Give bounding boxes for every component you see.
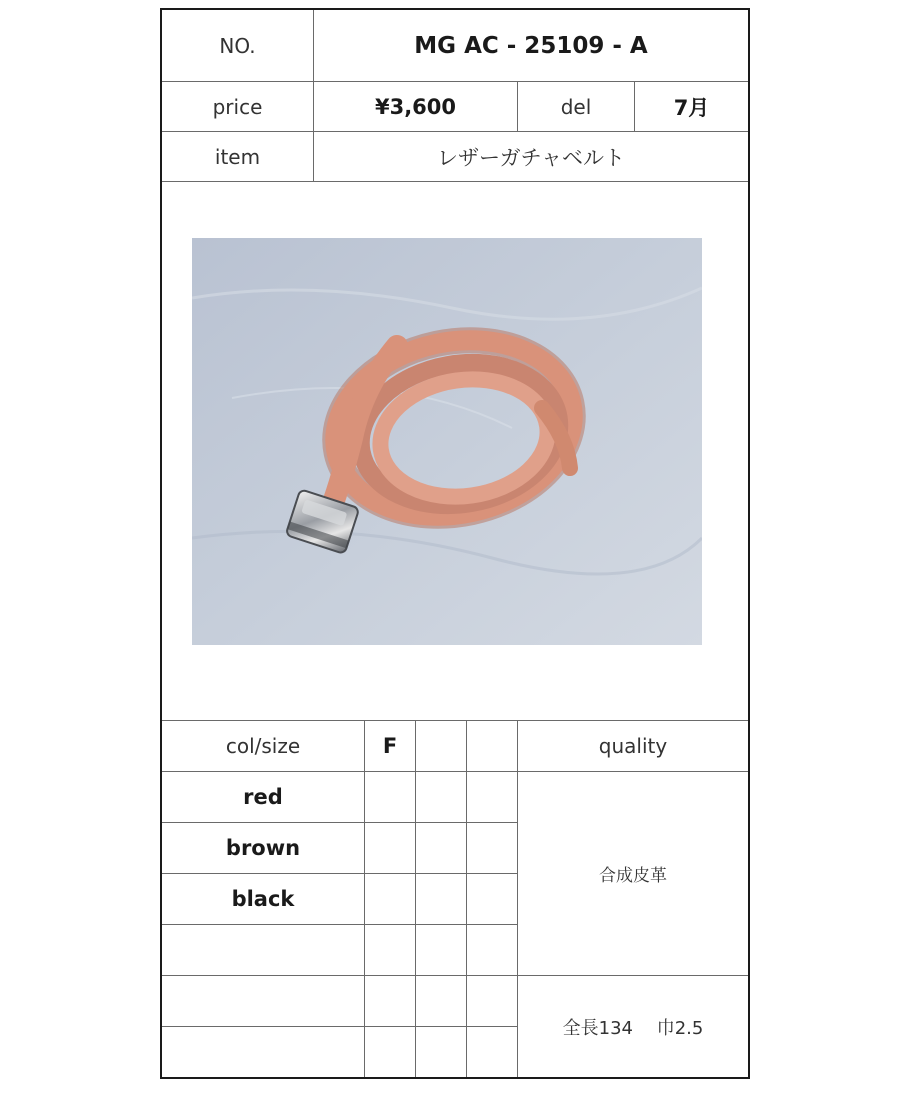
price-value: ¥3,600 — [374, 94, 457, 119]
color-black: black — [231, 887, 295, 911]
col-divider — [364, 720, 365, 1077]
row-divider — [162, 1026, 517, 1027]
item-label: item — [214, 144, 261, 169]
color-brown: brown — [225, 836, 301, 860]
product-number: MG AC - 25109 - A — [414, 32, 648, 59]
row-divider — [162, 181, 748, 182]
col-divider — [466, 720, 467, 1077]
no-label: NO. — [219, 33, 256, 58]
color-red: red — [243, 785, 283, 809]
material-value: 合成皮革 — [599, 866, 667, 886]
price-label: price — [212, 94, 263, 119]
colsize-label: col/size — [225, 734, 301, 758]
spec-sheet — [160, 8, 750, 1079]
item-name: レザーガチャベルト — [437, 145, 625, 170]
col-divider — [415, 720, 416, 1077]
quality-label: quality — [598, 734, 668, 758]
product-photo — [192, 238, 702, 645]
row-divider — [162, 924, 517, 925]
delivery-label: del — [560, 94, 592, 119]
size-f-header: F — [382, 734, 398, 758]
dimensions-value: 全長134 巾2.5 — [562, 1017, 704, 1039]
delivery-value: 7月 — [673, 95, 710, 120]
